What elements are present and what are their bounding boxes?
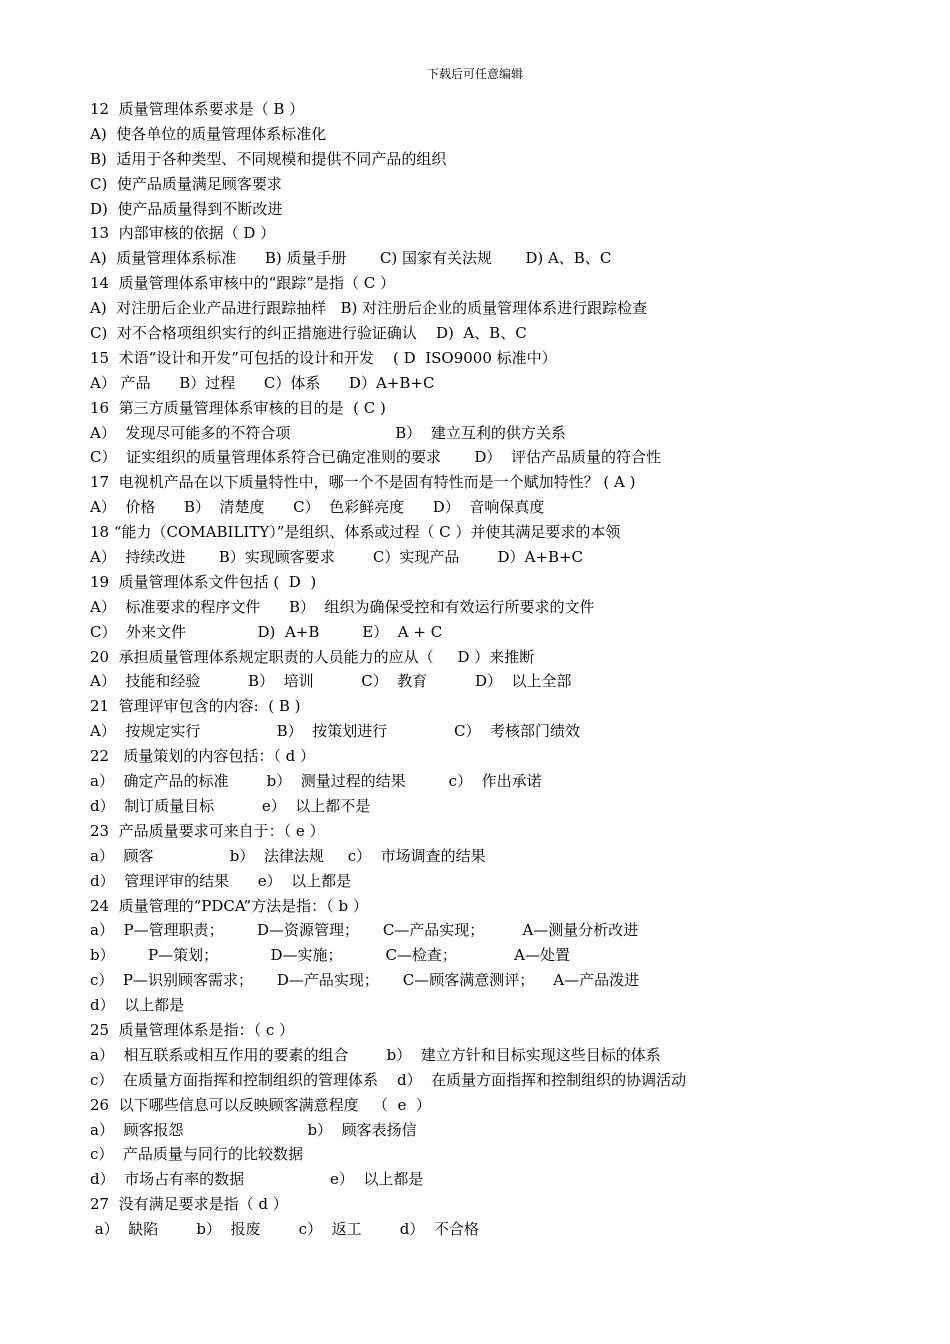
text-line: 26 以下哪些信息可以反映顾客满意程度 （ e ） [90, 1095, 431, 1114]
text-line: d） 以上都是 [90, 996, 185, 1015]
text-line: a） 缺陷 b） 报废 c） 返工 d） 不合格 [90, 1220, 479, 1239]
text-line: d） 市场占有率的数据 e） 以上都是 [90, 1170, 424, 1189]
text-line: A） 持续改进 B）实现顾客要求 C）实现产品 D）A+B+C [90, 548, 584, 567]
text-line: a） 顾客报怨 b） 顾客表扬信 [90, 1120, 417, 1139]
text-line: 25 质量管理体系是指：（ c ） [90, 1020, 295, 1039]
text-line: 23 产品质量要求可来自于：（ e ） [90, 821, 325, 840]
text-line: A） 标准要求的程序文件 B） 组织为确保受控和有效运行所要求的文件 [90, 597, 595, 616]
text-line: A） 发现尽可能多的不符合项 B） 建立互利的供方关系 [90, 423, 566, 442]
text-line: C） 证实组织的质量管理体系符合已确定准则的要求 D） 评估产品质量的符合性 [90, 448, 661, 467]
text-line: b） P—策划； D—实施； C—检查； A—处置 [90, 946, 570, 965]
text-line: C) 使产品质量满足顾客要求 [90, 174, 282, 193]
text-line: 22 质量策划的内容包括：（ d ） [90, 747, 316, 766]
text-line: a） 确定产品的标准 b） 测量过程的结果 c） 作出承诺 [90, 772, 542, 791]
text-line: B) 适用于各种类型、不同规模和提供不同产品的组织 [90, 149, 447, 168]
text-line: A） 技能和经验 B） 培训 C） 教育 D） 以上全部 [90, 672, 572, 691]
text-line: c） 产品质量与同行的比较数据 [90, 1145, 303, 1164]
text-line: 13 内部审核的依据（ D ） [90, 224, 276, 243]
text-line: A） 产品 B）过程 C）体系 D）A+B+C [90, 373, 435, 392]
text-line: 14 质量管理体系审核中的“跟踪”是指（ C ） [90, 274, 395, 293]
text-line: D) 使产品质量得到不断改进 [90, 199, 283, 218]
text-line: 19 质量管理体系文件包括 ( D ) [90, 572, 317, 591]
text-line: a） P—管理职责； D—资源管理； C—产品实现； A—测量分析改进 [90, 921, 639, 940]
text-line: 15 术语“设计和开发”可包括的设计和开发 ( D ISO9000 标准中） [90, 348, 557, 367]
text-line: c） 在质量方面指挥和控制组织的管理体系 d） 在质量方面指挥和控制组织的协调活动 [90, 1070, 687, 1089]
text-line: d） 管理评审的结果 e） 以上都是 [90, 871, 352, 890]
text-line: 24 质量管理的“PDCA”方法是指：（ b ） [90, 896, 368, 915]
text-line: 17 电视机产品在以下质量特性中，哪一个不是固有特性而是一个赋加特性？ ( A ) [90, 473, 636, 492]
text-line: 16 第三方质量管理体系审核的目的是 ( C ) [90, 398, 386, 417]
text-line: 27 没有满足要求是指（ d ） [90, 1195, 288, 1214]
text-line: A) 质量管理体系标准 B) 质量手册 C) 国家有关法规 D) A、B、C [90, 249, 612, 268]
text-line: A) 对注册后企业产品进行跟踪抽样 B) 对注册后企业的质量管理体系进行跟踪检查 [90, 299, 648, 318]
text-line: 21 管理评审包含的内容: ( B ) [90, 697, 301, 716]
text-line: A) 使各单位的质量管理体系标准化 [90, 124, 327, 143]
text-line: C) 对不合格项组织实行的纠正措施进行验证确认 D) A、B、C [90, 324, 527, 343]
page-header: 下载后可任意编辑 [426, 67, 523, 81]
text-line: 12 质量管理体系要求是（ B ） [90, 100, 305, 118]
text-line: A） 按规定实行 B） 按策划进行 C） 考核部门绩效 [90, 722, 580, 741]
question-list [90, 97, 870, 1242]
text-line: a） 顾客 b） 法律法规 c） 市场调查的结果 [90, 846, 486, 865]
text-line: A） 价格 B） 清楚度 C） 色彩鲜亮度 D） 音响保真度 [90, 498, 545, 517]
text-line: a） 相互联系或相互作用的要素的组合 b） 建立方针和目标实现这些目标的体系 [90, 1045, 661, 1064]
text-line: d） 制订质量目标 e） 以上都不是 [90, 796, 371, 815]
text-line: 18 “能力（COMABILITY）”是组织、体系或过程（ C ）并使其满足要求的本领 [90, 523, 621, 542]
text-line: C） 外来文件 D) A+B E） A + C [90, 622, 443, 641]
text-line: c） P—识别顾客需求； D—产品实现； C—顾客满意测评； A—产品泼进 [90, 971, 640, 990]
text-line: 20 承担质量管理体系规定职责的人员能力的应从（ D ）来推断 [90, 647, 535, 666]
